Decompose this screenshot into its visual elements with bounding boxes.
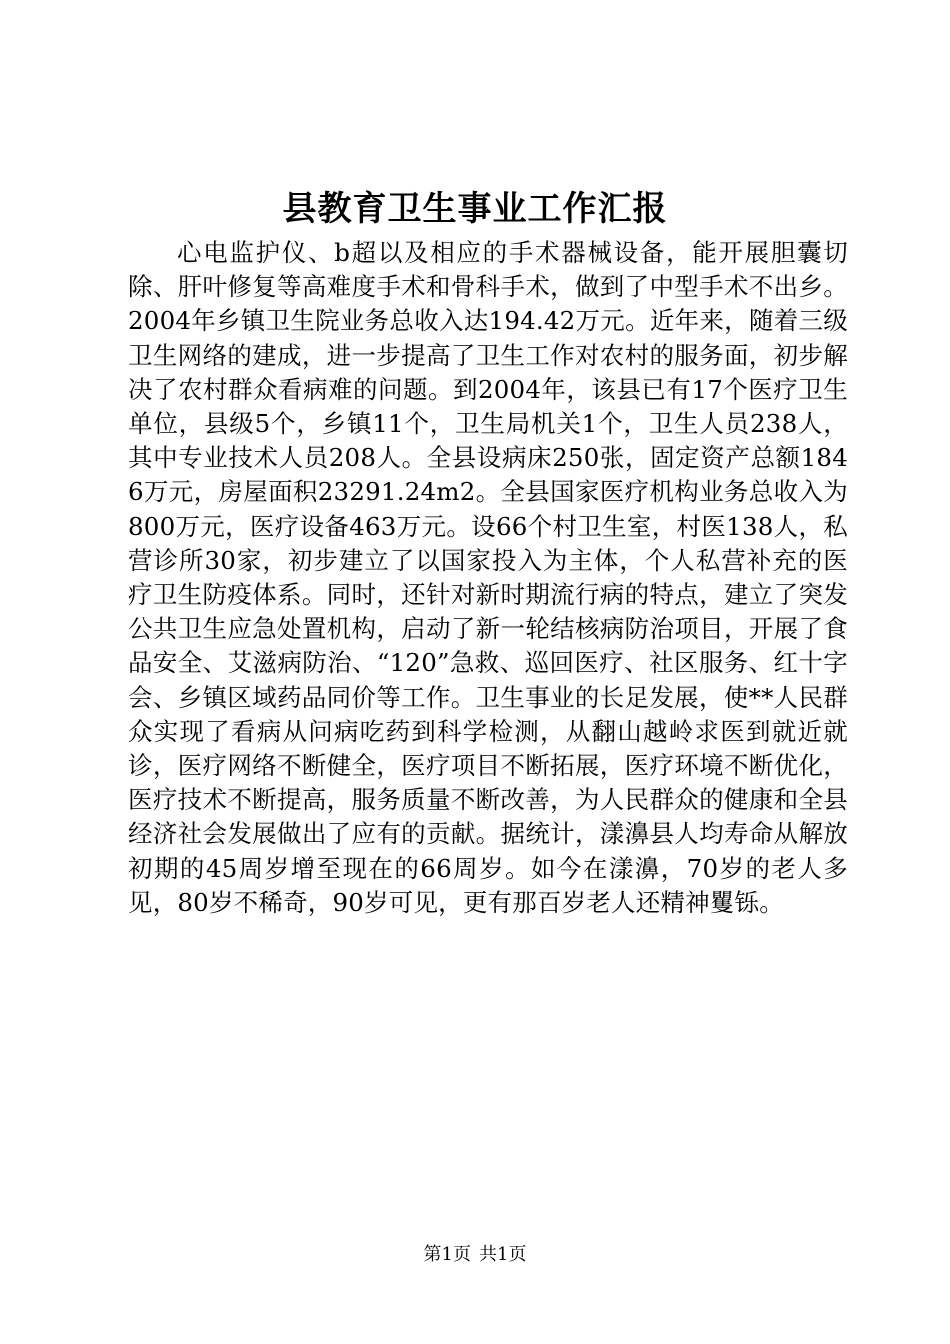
document-title: 县教育卫生事业工作汇报 <box>282 189 668 229</box>
page-number-total: 共1页 <box>479 1244 527 1265</box>
body-paragraph: 心电监护仪、b超以及相应的手术器械设备，能开展胆囊切除、肝叶修复等高难度手术和骨科手术，做到了中型手术不出乡。2004年乡镇卫生院业务总收入达194.42万元。近年来，随着三级卫生网络的建成，进一步提高了卫生工作对农村的服务面，初步解决了农村群众看病难的问题。到2004年，该县已有17个医疗卫生单位，县级5个，乡镇11个，卫生局机关1个，卫生人员238人，其中专业技术人员208人。全县设病床250张，固定资产总额1846万元，房屋面积23291.24m2。全县国家医疗机构业务总收入为800万元，医疗设备463万元。设66个村卫生室，村医138人，私营诊所30家，初步建立了以国家投入为主体，个人私营补充的医疗卫生防疫体系。同时，还针对新时期流行病的特点，建立了突发公共卫生应急处置机构，启动了新一轮结核病防治项目，开展了食品安全、艾滋病防治、“120”急救、巡回医疗、社区服务、红十字会、乡镇区域药品同价等工作。卫生事业的长足发展，使**人民群众实现了看病从问病吃药到科学检测，从翻山越岭求医到就近就诊，医疗网络不断健全，医疗项目不断拓展，医疗环境不断优化，医疗技术不断提高，服务质量不断改善，为人民群众的健康和全县经济社会发展做出了应有的贡献。据统计，漾濞县人均寿命从解放初期的45周岁增至现在的66周岁。如今在漾濞，70岁的老人多见，80岁不稀奇，90岁可见，更有那百岁老人还精神矍铄。 <box>128 238 848 917</box>
page-number-current: 第1页 <box>423 1244 471 1265</box>
page-footer <box>0 1243 950 1267</box>
